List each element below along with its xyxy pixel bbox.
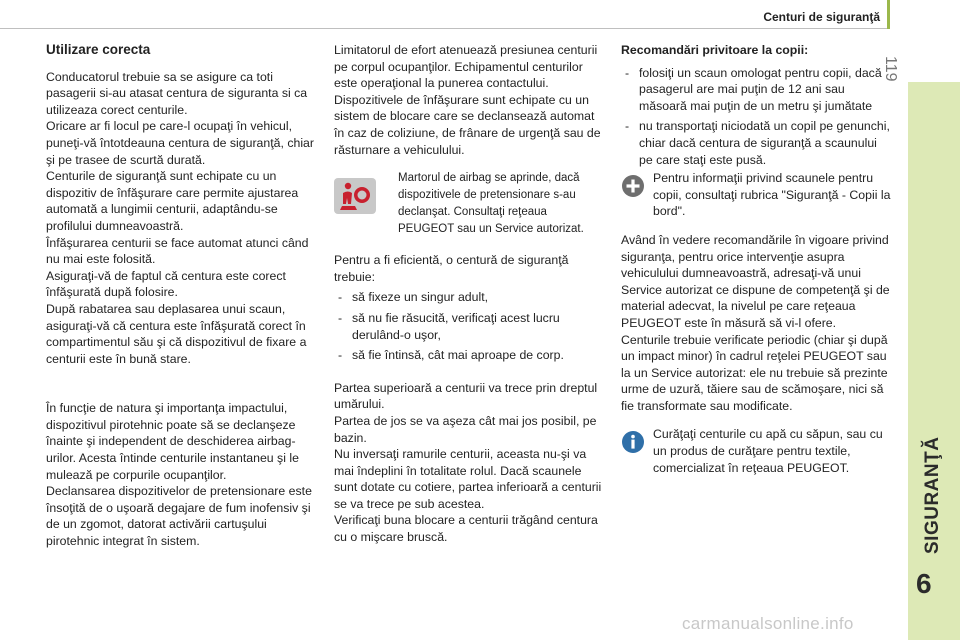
dash-mark: - [625, 119, 630, 134]
dash-mark: - [338, 348, 343, 363]
chapter-number: 6 [916, 568, 932, 599]
column-1 [46, 42, 321, 550]
dash-mark: - [625, 65, 630, 80]
column-3 [621, 42, 893, 476]
paragraph: Oricare ar fi locul pe care-l ocupaţi în vehicul, puneţi-vă întotdeauna centura de siguranţă, chiar şi pe trasee de scurtă durată. [46, 119, 314, 167]
list-item: - folosiţi un scaun omologat pentru copii, dacă pasagerul are mai puţin de 12 ani sau măsoară mai puţin de un metru şi jumătate [625, 65, 882, 113]
dash-mark: - [338, 310, 343, 325]
chapter-label: SIGURANŢĂ [922, 436, 943, 554]
plus-icon [621, 174, 645, 198]
list-item: - să fixeze un singur adult, [338, 290, 489, 305]
chapter-side-band [908, 82, 960, 640]
list-item: - să fie întinsă, cât mai aproape de corp. [338, 348, 564, 363]
paragraph: Nu inversaţi ramurile centurii, aceasta nu-şi va mai îndeplini în totalitate rolul. Dacă scaunele sunt dotate cu cotiere, partea inferioară a centurii se va trece pe sub acestea. [334, 447, 602, 511]
header-title: Centuri de siguranţă [763, 10, 880, 24]
list-item: - să nu fie răsucită, verificaţi acest lucru derulând-o uşor, [338, 310, 560, 342]
header-rule [0, 28, 888, 29]
subsection-title: Recomandări privitoare la copii: [621, 43, 809, 57]
paragraph: Pentru a fi eficientă, o centură de siguranţă trebuie: [334, 253, 569, 284]
column-2 [334, 42, 604, 546]
list-item: - nu transportaţi niciodată un copil pe genunchi, chiar dacă centura de siguranţă a scaunului pe care staţi este pusă. [625, 119, 890, 167]
paragraph: Verificaţi buna blocare a centurii trăgând centura cu o mişcare bruscă. [334, 513, 598, 545]
tip-text: Curăţaţi centurile cu apă cu săpun, sau cu un produs de curăţare pentru textile, comercializat în reţeaua PEUGEOT. [653, 427, 883, 475]
child-seat-tip [621, 170, 893, 220]
paragraph: În funcţie de natura şi importanţa impactului, dispozitivul pirotehnic poate să se declanşeze înainte şi independent de deschiderea airbag-urilor. Acesta întinde centurile instantaneu şi le mulează pe corpurile ocupanţilor. [46, 401, 299, 482]
paragraph: Dispozitivele de înfăşurare sunt echipate cu un sistem de blocare care se declansează automat în caz de coliziune, de frânare de urgenţă sau de răsturnare a vehiculului. [334, 92, 601, 157]
info-icon [621, 430, 645, 454]
paragraph: Conducatorul trebuie sa se asigure ca toti pasagerii si-au atasat centura de siguranta si ca utilizeaza corect centurile. [46, 69, 308, 117]
paragraph: După rabatarea sau deplasarea unui scaun, asiguraţi-vă că centura este înfăşurată corect în compartimentul său şi că dispozitivul de fixare a centurii este în bună stare. [46, 301, 307, 366]
paragraph: Având în vedere recomandările în vigoare privind siguranţa, pentru orice intervenţie asupra vehiculului dumneavoastră, adresaţi-vă unui Service autorizat ce dispune de competenţă şi de material adecvat, la nivelul pe care reţeaua PEUGEOT este în măsură să vi-l ofere. [621, 232, 890, 330]
watermark: carmanualsonline.info [682, 614, 854, 633]
paragraph: Limitatorul de efort atenuează presiunea centurii pe corpul ocupanţilor. Echipamentul centurilor este operaţional la punerea contactului. [334, 43, 598, 91]
cleaning-tip [621, 426, 893, 476]
header-tab-marker [887, 0, 890, 29]
paragraph: Centurile de siguranţă sunt echipate cu un dispozitiv de înfăşurare care permite ajustarea automată a lungimii centurii, adaptându-se profilului dumneavoastră. [46, 169, 299, 233]
page-number: 119 [882, 56, 899, 82]
paragraph: Partea superioară a centurii va trece prin dreptul umărului. [334, 380, 598, 412]
section-title: Utilizare corecta [46, 42, 151, 57]
airbag-warning-icon [334, 178, 376, 214]
paragraph: Centurile trebuie verificate periodic (chiar şi după un impact minor) în cadrul reţelei PEUGEOT sau la un Service autorizat: ele nu trebuie să prezinte urme de uzură, tăiere sau de scămoşare, nici să fie transformate sau modificate. [621, 332, 888, 413]
paragraph: Înfăşurarea centurii se face automat atunci când nu mai este folosită. [46, 235, 309, 267]
paragraph: Declansarea dispozitivelor de pretensionare este însoţită de o uşoară degajare de fum inofensiv şi de un zgomot, datorat activării cartuşului pirotehnic integrat în sistem. [46, 484, 312, 549]
paragraph: Partea de jos se va aşeza cât mai jos posibil, pe bazin. [334, 413, 597, 445]
tip-text: Pentru informaţii privind scaunele pentru copii, consultaţi rubrica "Siguranţă - Copii la bord". [653, 171, 891, 219]
airbag-warning-note [334, 170, 604, 238]
dash-mark: - [338, 290, 343, 305]
note-text: Martorul de airbag se aprinde, dacă dispozitivele de pretensionare s-au declanşat. Consultaţi reţeaua PEUGEOT sau un Service autorizat. [398, 172, 584, 236]
paragraph: Asiguraţi-vă de faptul că centura este corect înfăşurată după folosire. [46, 268, 286, 300]
